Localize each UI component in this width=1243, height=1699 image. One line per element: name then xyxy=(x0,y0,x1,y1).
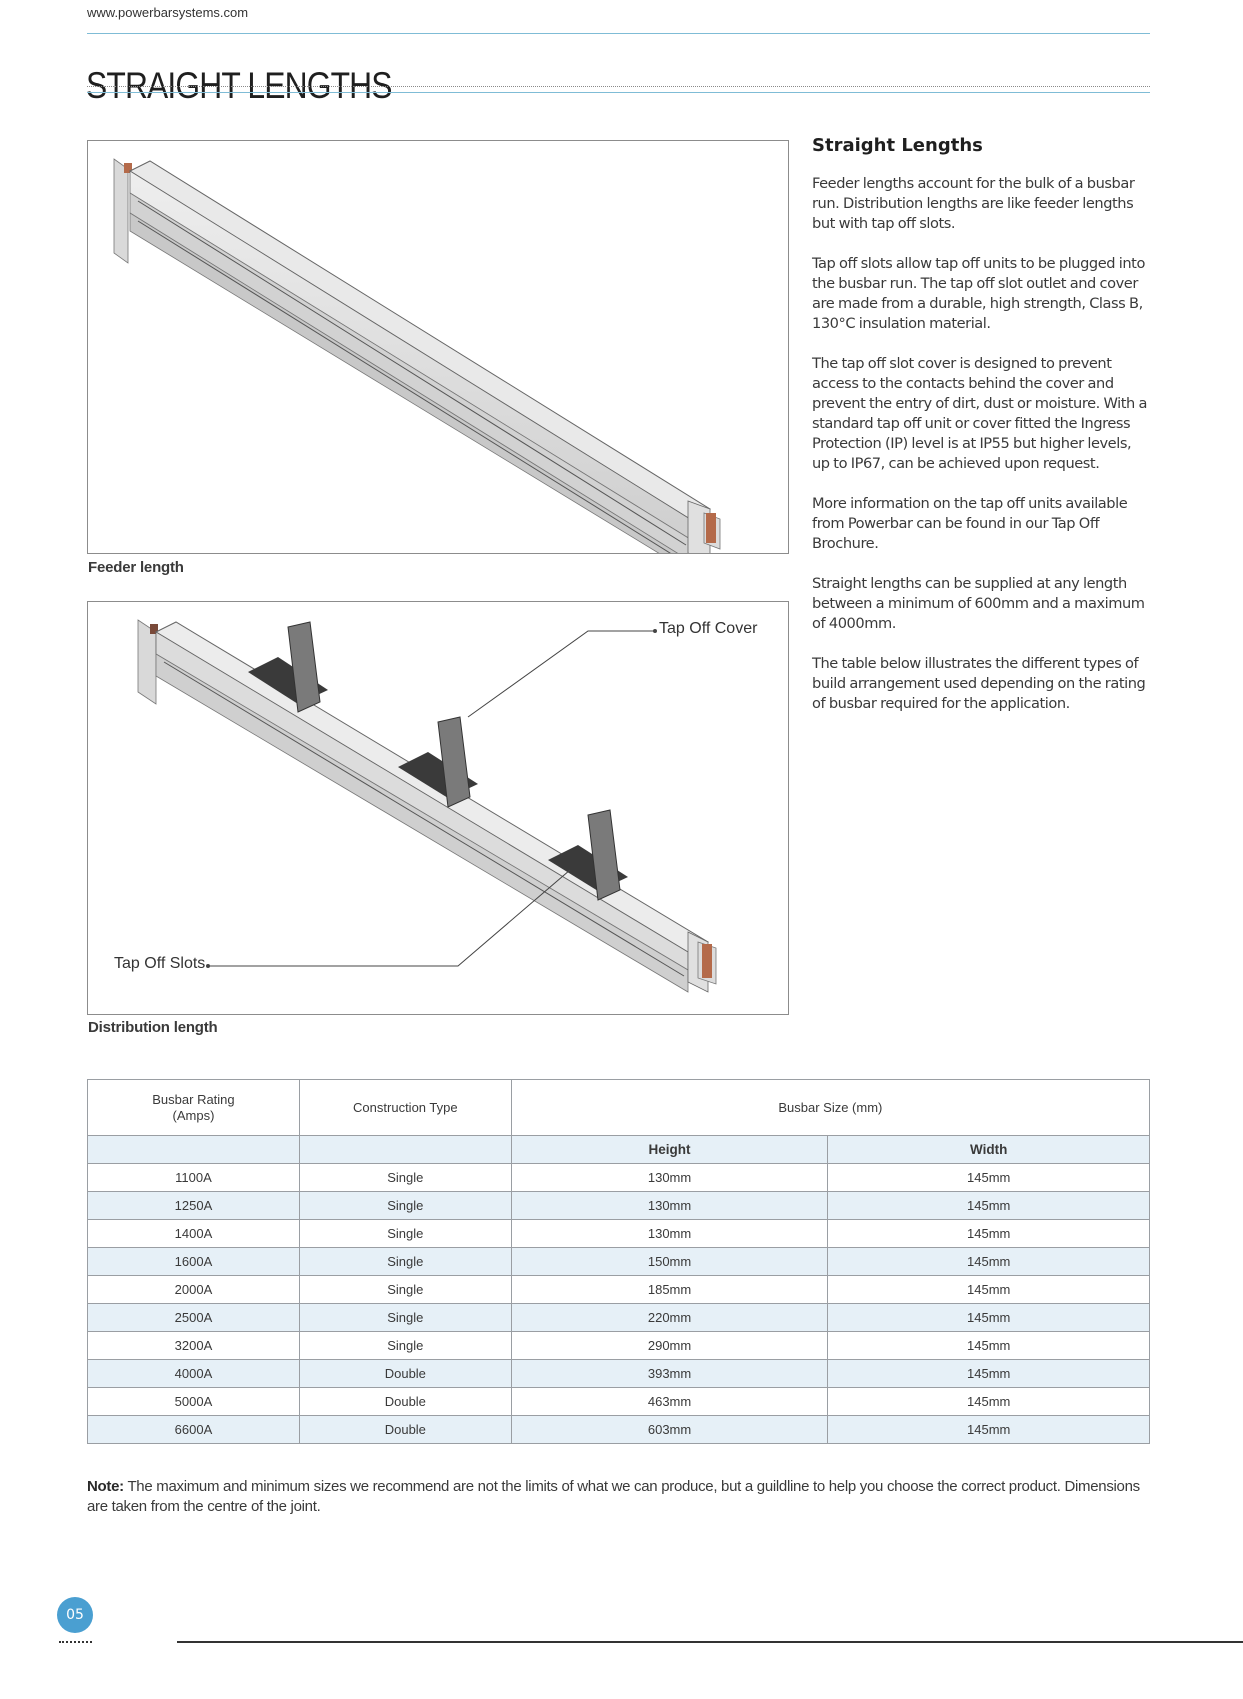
header-construction-type: Construction Type xyxy=(299,1080,511,1136)
header-busbar-rating: Busbar Rating (Amps) xyxy=(88,1080,300,1136)
page-number-badge: 05 xyxy=(57,1597,93,1633)
footer-rule xyxy=(177,1641,1243,1643)
table-row: 1100A Single 130mm 145mm xyxy=(88,1164,1150,1192)
table-row: 5000A Double 463mm 145mm xyxy=(88,1388,1150,1416)
sidebar-text xyxy=(812,135,1152,734)
table-row: 6600A Double 603mm 145mm xyxy=(88,1416,1150,1444)
distribution-length-caption: Distribution length xyxy=(88,1019,218,1036)
table-row: 4000A Double 393mm 145mm xyxy=(88,1360,1150,1388)
tap-off-cover-label: Tap Off Cover xyxy=(659,620,758,637)
table-row: 1400A Single 130mm 145mm xyxy=(88,1220,1150,1248)
header-width: Width xyxy=(828,1136,1150,1164)
paragraph-more-info: More information on the tap off units available from Powerbar can be found in our Tap Off Brochure. xyxy=(812,495,1128,552)
distribution-length-figure xyxy=(87,601,789,1015)
site-url: www.powerbarsystems.com xyxy=(87,5,249,20)
busbar-spec-table xyxy=(87,1079,1150,1444)
title-underline xyxy=(87,92,1150,93)
header-rule xyxy=(87,33,1150,34)
feeder-length-caption: Feeder length xyxy=(88,559,184,576)
table-row: 2000A Single 185mm 145mm xyxy=(88,1276,1150,1304)
feeder-busbar-illustration xyxy=(88,141,788,553)
table-row: 1600A Single 150mm 145mm xyxy=(88,1248,1150,1276)
paragraph-table-intro: The table below illustrates the different types of build arrangement used depending on the rating of busbar required for the application. xyxy=(812,655,1146,712)
feeder-length-figure xyxy=(87,140,789,554)
note-text: The maximum and minimum sizes we recommend are not the limits of what we can produce, but a guildline to help you choose the correct product. Dimensions are taken from the centre of the joint. xyxy=(87,1478,1140,1515)
table-row: 3200A Single 290mm 145mm xyxy=(88,1332,1150,1360)
page-title: STRAIGHT LENGTHS xyxy=(86,64,392,106)
header-busbar-size: Busbar Size (mm) xyxy=(511,1080,1149,1136)
paragraph-feeder: Feeder lengths account for the bulk of a busbar run. Distribution lengths are like feeder lengths but with tap off slots. xyxy=(812,175,1135,232)
note-label: Note: xyxy=(87,1478,124,1495)
title-dotted-rule xyxy=(87,86,1150,87)
note xyxy=(87,1477,1150,1517)
table-subheader-row xyxy=(88,1136,1150,1164)
table-row: 1250A Single 130mm 145mm xyxy=(88,1192,1150,1220)
sidebar-title: Straight Lengths xyxy=(812,135,983,156)
header-height: Height xyxy=(511,1136,828,1164)
paragraph-tap-off-cover: The tap off slot cover is designed to prevent access to the contacts behind the cover and prevent the entry of dirt, dust or moisture. With a standard tap off unit or cover fitted the Ingress Protection (IP) level is at IP55 but higher levels, up to IP67, can be achieved upon request. xyxy=(812,355,1148,472)
table-header-row xyxy=(88,1080,1150,1136)
tap-off-slots-label: Tap Off Slots xyxy=(114,955,206,972)
paragraph-tap-off-slots: Tap off slots allow tap off units to be plugged into the busbar run. The tap off slot outlet and cover are made from a durable, high strength, Class B, 130°C insulation material. xyxy=(812,255,1145,332)
table-row: 2500A Single 220mm 145mm xyxy=(88,1304,1150,1332)
distribution-busbar-illustration xyxy=(88,602,788,1014)
page-badge-dots xyxy=(59,1641,92,1643)
paragraph-length-range: Straight lengths can be supplied at any length between a minimum of 600mm and a maximum of 4000mm. xyxy=(812,575,1145,632)
